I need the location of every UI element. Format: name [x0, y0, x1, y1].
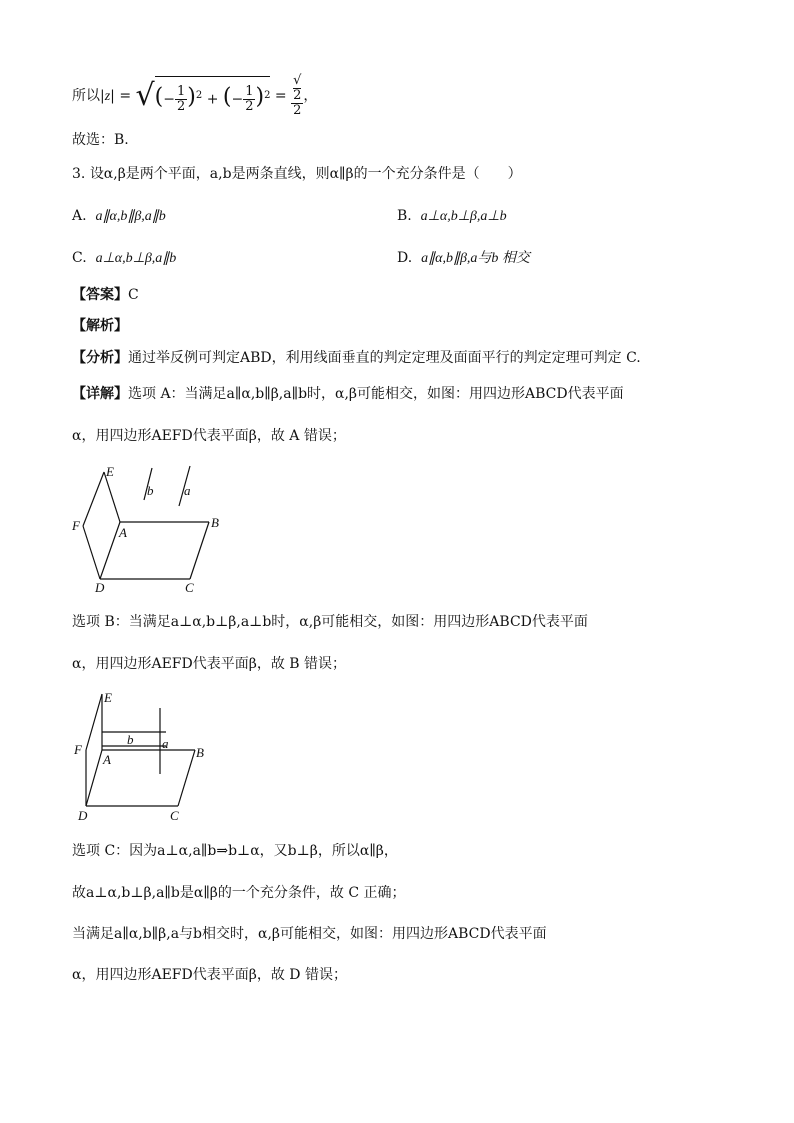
label-c: C	[170, 808, 179, 823]
result-fraction	[291, 74, 303, 118]
detail-d-line1: 当满足a∥α,b∥β,a与b相交时，α,β可能相交，如图：用四边形ABCD代表平面	[72, 926, 547, 942]
edge-ad	[100, 522, 120, 579]
question-stem	[72, 164, 522, 184]
edge-fe	[83, 472, 104, 526]
result-root: 2	[293, 88, 302, 103]
option-label: D.	[397, 250, 413, 266]
exponent: 2	[264, 89, 271, 101]
equals-sign: =	[274, 88, 287, 104]
fraction-half	[175, 85, 187, 114]
fenxi-text: 通过举反例可判定ABD，利用线面垂直的判定定理及面面平行的判定定理可判定 C.	[128, 350, 641, 366]
label-line-b: b	[127, 732, 134, 747]
detail-c-line2: 故a⊥α,b⊥β,a∥b是α∥β的一个充分条件，故 C 正确；	[72, 885, 406, 901]
sqrt-sign: √	[135, 78, 155, 113]
detail-b-line1: 选项 B：当满足a⊥α,b⊥β,a⊥b时，α,β可能相交，如图：用四边形ABCD代表平面	[72, 614, 588, 630]
option-label: B.	[397, 208, 412, 224]
minus-sign: −	[163, 91, 175, 108]
option-c	[72, 248, 176, 269]
fenxi-tag: 【分析】	[72, 350, 128, 366]
sqrt-content: (− $\frac{1}{2}$ )$^2$ + (− $\frac{1}{2}$ )$^2$	[155, 76, 271, 117]
plus-sign: +	[206, 91, 219, 108]
previous-choice: 故选：B.	[72, 132, 129, 148]
option-text: a∥α,b∥β,a与b 相交	[421, 251, 530, 266]
edge-ea	[104, 472, 120, 522]
modulus-var: z	[104, 89, 111, 104]
edge-fe	[86, 694, 102, 750]
figure-1-diagram	[68, 462, 238, 597]
equals-sign: =	[119, 88, 132, 104]
result-denominator: 2	[293, 103, 302, 118]
modulus-equation	[72, 74, 317, 116]
label-a: A	[103, 752, 111, 767]
fraction-half	[243, 85, 255, 114]
label-line-b: b	[147, 483, 154, 498]
label-e: E	[104, 690, 112, 705]
label-d: D	[78, 808, 88, 823]
answer-tag: 【答案】	[72, 287, 128, 303]
label-b: B	[196, 745, 204, 760]
option-b	[397, 206, 507, 227]
fraction-denominator: 2	[245, 98, 254, 114]
answer-line	[72, 285, 139, 305]
option-text: a∥α,b∥β,a∥b	[95, 209, 166, 224]
label-f: F	[74, 742, 82, 757]
fraction-numerator: 1	[245, 83, 254, 99]
analysis-tag: 【解析】	[72, 318, 128, 334]
abs-bar: |	[100, 88, 105, 104]
label-a: A	[119, 525, 127, 540]
option-label: A.	[72, 208, 87, 224]
label-c: C	[185, 580, 194, 595]
question-number: 3.	[72, 166, 86, 182]
edge-ad	[86, 750, 102, 806]
edge-cb	[190, 522, 209, 579]
label-f: F	[72, 518, 80, 533]
abs-bar: |	[110, 88, 115, 104]
label-line-a: a	[184, 483, 191, 498]
label-b: B	[211, 515, 219, 530]
modulus-prefix: 所以	[72, 88, 100, 104]
comma: ，	[303, 88, 318, 104]
label-line-a: a	[162, 736, 169, 751]
exponent: 2	[195, 89, 203, 101]
detail-tag: 【详解】	[72, 386, 128, 402]
option-text: a⊥α,b⊥β,a∥b	[95, 251, 177, 266]
answer-value: C	[128, 287, 139, 303]
option-text: a⊥α,b⊥β,a⊥b	[420, 209, 507, 224]
option-a	[72, 206, 166, 227]
fraction-denominator: 2	[176, 98, 186, 114]
option-label: C.	[72, 250, 87, 266]
detail-text: 选项 A：当满足a∥α,b∥β,a∥b时，α,β可能相交，如图：用四边形ABCD代表平面	[128, 386, 624, 402]
detail-a-line1	[72, 384, 624, 404]
option-d	[397, 248, 530, 269]
edge-df	[83, 526, 100, 579]
question-text: 设α,β是两个平面，a,b是两条直线，则α∥β的一个充分条件是（ ）	[89, 166, 522, 182]
detail-b-line2: α，用四边形AEFD代表平面β，故 B 错误；	[72, 656, 347, 672]
minus-sign: −	[231, 91, 244, 108]
label-d: D	[95, 580, 105, 595]
fenxi-line	[72, 348, 641, 368]
detail-a-line2: α，用四边形AEFD代表平面β，故 A 错误；	[72, 428, 346, 444]
figure-2-diagram	[68, 686, 238, 826]
fraction-numerator: 1	[176, 83, 186, 99]
result-numerator: √ 2	[293, 73, 302, 103]
detail-c-line1: 选项 C：因为a⊥α,a∥b⇒b⊥α，又b⊥β，所以α∥β，	[72, 843, 398, 859]
label-e: E	[106, 464, 114, 479]
edge-cb	[178, 750, 195, 806]
detail-d-line2: α，用四边形AEFD代表平面β，故 D 错误；	[72, 967, 347, 983]
